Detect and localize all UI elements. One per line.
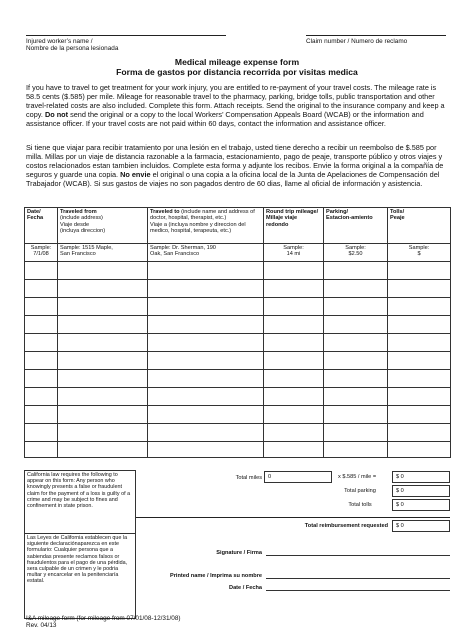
table-cell[interactable]	[25, 352, 58, 370]
table-cell[interactable]	[25, 262, 58, 280]
ca-law-notice-en: California law requires the following to appear on this form: Any person who knowingly presents a false or fraudulent claim for the payment of a loss is guilty of a crime and may be subject to fines and confinement in state prison.	[24, 470, 136, 534]
table-cell[interactable]	[324, 406, 388, 424]
table-cell[interactable]	[388, 298, 451, 316]
signature-label: Signature / Firma	[216, 550, 262, 556]
form-footer: I&A mileage form (for mileage from 07/01/08-12/31/08) Rev. 04/13	[26, 615, 181, 630]
table-cell[interactable]	[324, 388, 388, 406]
table-cell[interactable]	[25, 316, 58, 334]
sample-parking: Sample: $2.50	[324, 244, 388, 262]
table-row	[25, 370, 451, 388]
total-reimbursement-label: Total reimbursement requested	[304, 523, 388, 529]
table-cell[interactable]	[324, 298, 388, 316]
table-cell[interactable]	[264, 352, 324, 370]
table-cell[interactable]	[264, 406, 324, 424]
total-reimbursement-field[interactable]: $ 0	[392, 520, 450, 532]
sample-date: Sample: 7/1/08	[25, 244, 58, 262]
table-cell[interactable]	[324, 352, 388, 370]
total-parking-field[interactable]: $ 0	[392, 485, 450, 497]
table-row	[25, 442, 451, 458]
table-cell[interactable]	[58, 442, 148, 458]
total-tolls-field[interactable]: $ 0	[392, 499, 450, 511]
table-cell[interactable]	[388, 424, 451, 442]
table-cell[interactable]	[148, 352, 264, 370]
table-cell[interactable]	[388, 262, 451, 280]
table-cell[interactable]	[58, 280, 148, 298]
table-cell[interactable]	[388, 334, 451, 352]
table-cell[interactable]	[148, 406, 264, 424]
table-cell[interactable]	[324, 316, 388, 334]
col-traveled-to: Traveled to (include name and address of doctor, hospital, therapist, etc.) Viaje a (incluya nombre y direccion del medico, hospital, terapeuta, etc.)	[148, 208, 264, 244]
col-traveled-from: Traveled from (include address) Viaje desde (incluya direccion)	[58, 208, 148, 244]
col-parking: Parking/ Estacion-amiento	[324, 208, 388, 244]
sample-tolls: Sample: $	[388, 244, 451, 262]
table-cell[interactable]	[388, 352, 451, 370]
table-cell[interactable]	[58, 298, 148, 316]
table-cell[interactable]	[324, 262, 388, 280]
total-tolls-label: Total tolls	[348, 502, 372, 508]
col-date: Date/ Fecha	[25, 208, 58, 244]
table-cell[interactable]	[58, 316, 148, 334]
table-cell[interactable]	[148, 424, 264, 442]
table-cell[interactable]	[264, 442, 324, 458]
table-cell[interactable]	[148, 280, 264, 298]
col-tolls: Tolls/ Peaje	[388, 208, 451, 244]
table-cell[interactable]	[148, 388, 264, 406]
table-row	[25, 298, 451, 316]
table-cell[interactable]	[148, 334, 264, 352]
col-round-trip: Round trip mileage/ Millaje viaje redondo	[264, 208, 324, 244]
sample-from: Sample: 1515 Maple, San Francisco	[58, 244, 148, 262]
table-cell[interactable]	[58, 334, 148, 352]
mileage-table	[24, 207, 451, 458]
table-cell[interactable]	[388, 442, 451, 458]
table-cell[interactable]	[58, 352, 148, 370]
table-row	[25, 316, 451, 334]
table-row	[25, 280, 451, 298]
total-parking-label: Total parking	[344, 488, 376, 494]
claim-number-label: Claim number / Numero de reclamo	[306, 38, 408, 45]
table-row	[25, 262, 451, 280]
table-cell[interactable]	[388, 316, 451, 334]
table-cell[interactable]	[264, 280, 324, 298]
table-cell[interactable]	[58, 424, 148, 442]
table-cell[interactable]	[324, 442, 388, 458]
rate-label: x $.585 / mile =	[338, 474, 377, 480]
table-cell[interactable]	[388, 370, 451, 388]
table-cell[interactable]	[324, 370, 388, 388]
table-cell[interactable]	[25, 334, 58, 352]
table-row	[25, 334, 451, 352]
printed-name-field[interactable]	[266, 569, 450, 579]
sample-miles: Sample: 14 mi	[264, 244, 324, 262]
table-cell[interactable]	[148, 442, 264, 458]
table-cell[interactable]	[264, 316, 324, 334]
worker-name-label: Injured worker’s name / Nombre de la persona lesionada	[26, 38, 119, 53]
table-cell[interactable]	[324, 280, 388, 298]
total-miles-field[interactable]: 0	[264, 471, 332, 483]
table-cell[interactable]	[148, 298, 264, 316]
table-cell[interactable]	[264, 298, 324, 316]
sample-row	[25, 244, 451, 262]
table-cell[interactable]	[264, 370, 324, 388]
printed-name-label: Printed name / Imprima su nombre	[169, 573, 262, 579]
instructions-en: If you have to travel to get treatment for your work injury, you are entitled to re-payment of your travel costs. The mileage rate is 58.5 cents ($.585) per mile. Mileage for reasonable travel to the pharmacy, parking, bridge tolls, public transportation and other travel-related costs are also included. Complete this form. Attach receipts. Send the original to the insurance company and keep a copy. Do not send the original or a copy to the local Workers’ Compensation Appeals Board (WCAB) or the information and assistance officer. If your travel costs are not paid within 60 days, contact the information and assistance officer.	[26, 83, 445, 128]
table-cell[interactable]	[58, 370, 148, 388]
instructions-es: Si tiene que viajar para recibir tratamiento por una lesión en el trabajo, usted tiene derecho a recibir un reembolso de $.585 por milla. Millas por un viaje de distancia razonable a la farmacia, estacionamiento, pago de peaje, transporte público y otros viajes y costos relacionados estan tambien incluidos. Complete esta forma y adjunte los recibos. Envie la forma original a la compañía de seguros y guarde una copia. No envie el original o una copia a la oficina local de la Junta de Apelaciones de Compensación del Trabajador (WCAB). Si sus gastos de viajes no son pagados dentro de 60 dias, llame al oficial de información y asistencia.	[26, 143, 444, 188]
table-cell[interactable]	[148, 316, 264, 334]
table-row	[25, 424, 451, 442]
table-cell[interactable]	[148, 262, 264, 280]
table-cell[interactable]	[324, 424, 388, 442]
table-cell[interactable]	[25, 424, 58, 442]
table-cell[interactable]	[264, 334, 324, 352]
table-cell[interactable]	[25, 442, 58, 458]
table-cell[interactable]	[25, 370, 58, 388]
table-row	[25, 388, 451, 406]
table-cell[interactable]	[25, 388, 58, 406]
sample-to: Sample: Dr. Sherman, 190 Oak, San Francisco	[148, 244, 264, 262]
table-cell[interactable]	[58, 262, 148, 280]
title-es: Forma de gastos por distancia recorrida por visitas medica	[116, 67, 358, 77]
ca-law-notice-es: Las Leyes de California establecen que la siguiente declaraciónaparezca en este formulario: Cualquier persona que a sabiendas presente reclamos falsos or fraudulentos para el pago de una pérdida, sera culpable de un crimen y le podria multar y encarcelar en la penitenciaría estatal.	[24, 533, 136, 619]
table-cell[interactable]	[58, 388, 148, 406]
mileage-amount-field[interactable]: $ 0	[392, 471, 450, 483]
table-cell[interactable]	[148, 370, 264, 388]
title-en: Medical mileage expense form	[174, 57, 300, 67]
table-row	[25, 352, 451, 370]
date-label: Date / Fecha	[229, 585, 262, 591]
table-cell[interactable]	[388, 280, 451, 298]
table-row	[25, 406, 451, 424]
table-cell[interactable]	[58, 406, 148, 424]
table-cell[interactable]	[324, 334, 388, 352]
form-title	[0, 57, 474, 77]
table-cell[interactable]	[264, 388, 324, 406]
total-miles-label: Total miles	[235, 475, 262, 481]
table-cell[interactable]	[388, 388, 451, 406]
table-header-row	[25, 208, 451, 244]
table-cell[interactable]	[25, 280, 58, 298]
table-cell[interactable]	[264, 424, 324, 442]
table-cell[interactable]	[388, 406, 451, 424]
signature-field[interactable]	[266, 546, 450, 556]
table-cell[interactable]	[264, 262, 324, 280]
table-cell[interactable]	[25, 298, 58, 316]
date-field[interactable]	[266, 581, 450, 591]
table-cell[interactable]	[25, 406, 58, 424]
